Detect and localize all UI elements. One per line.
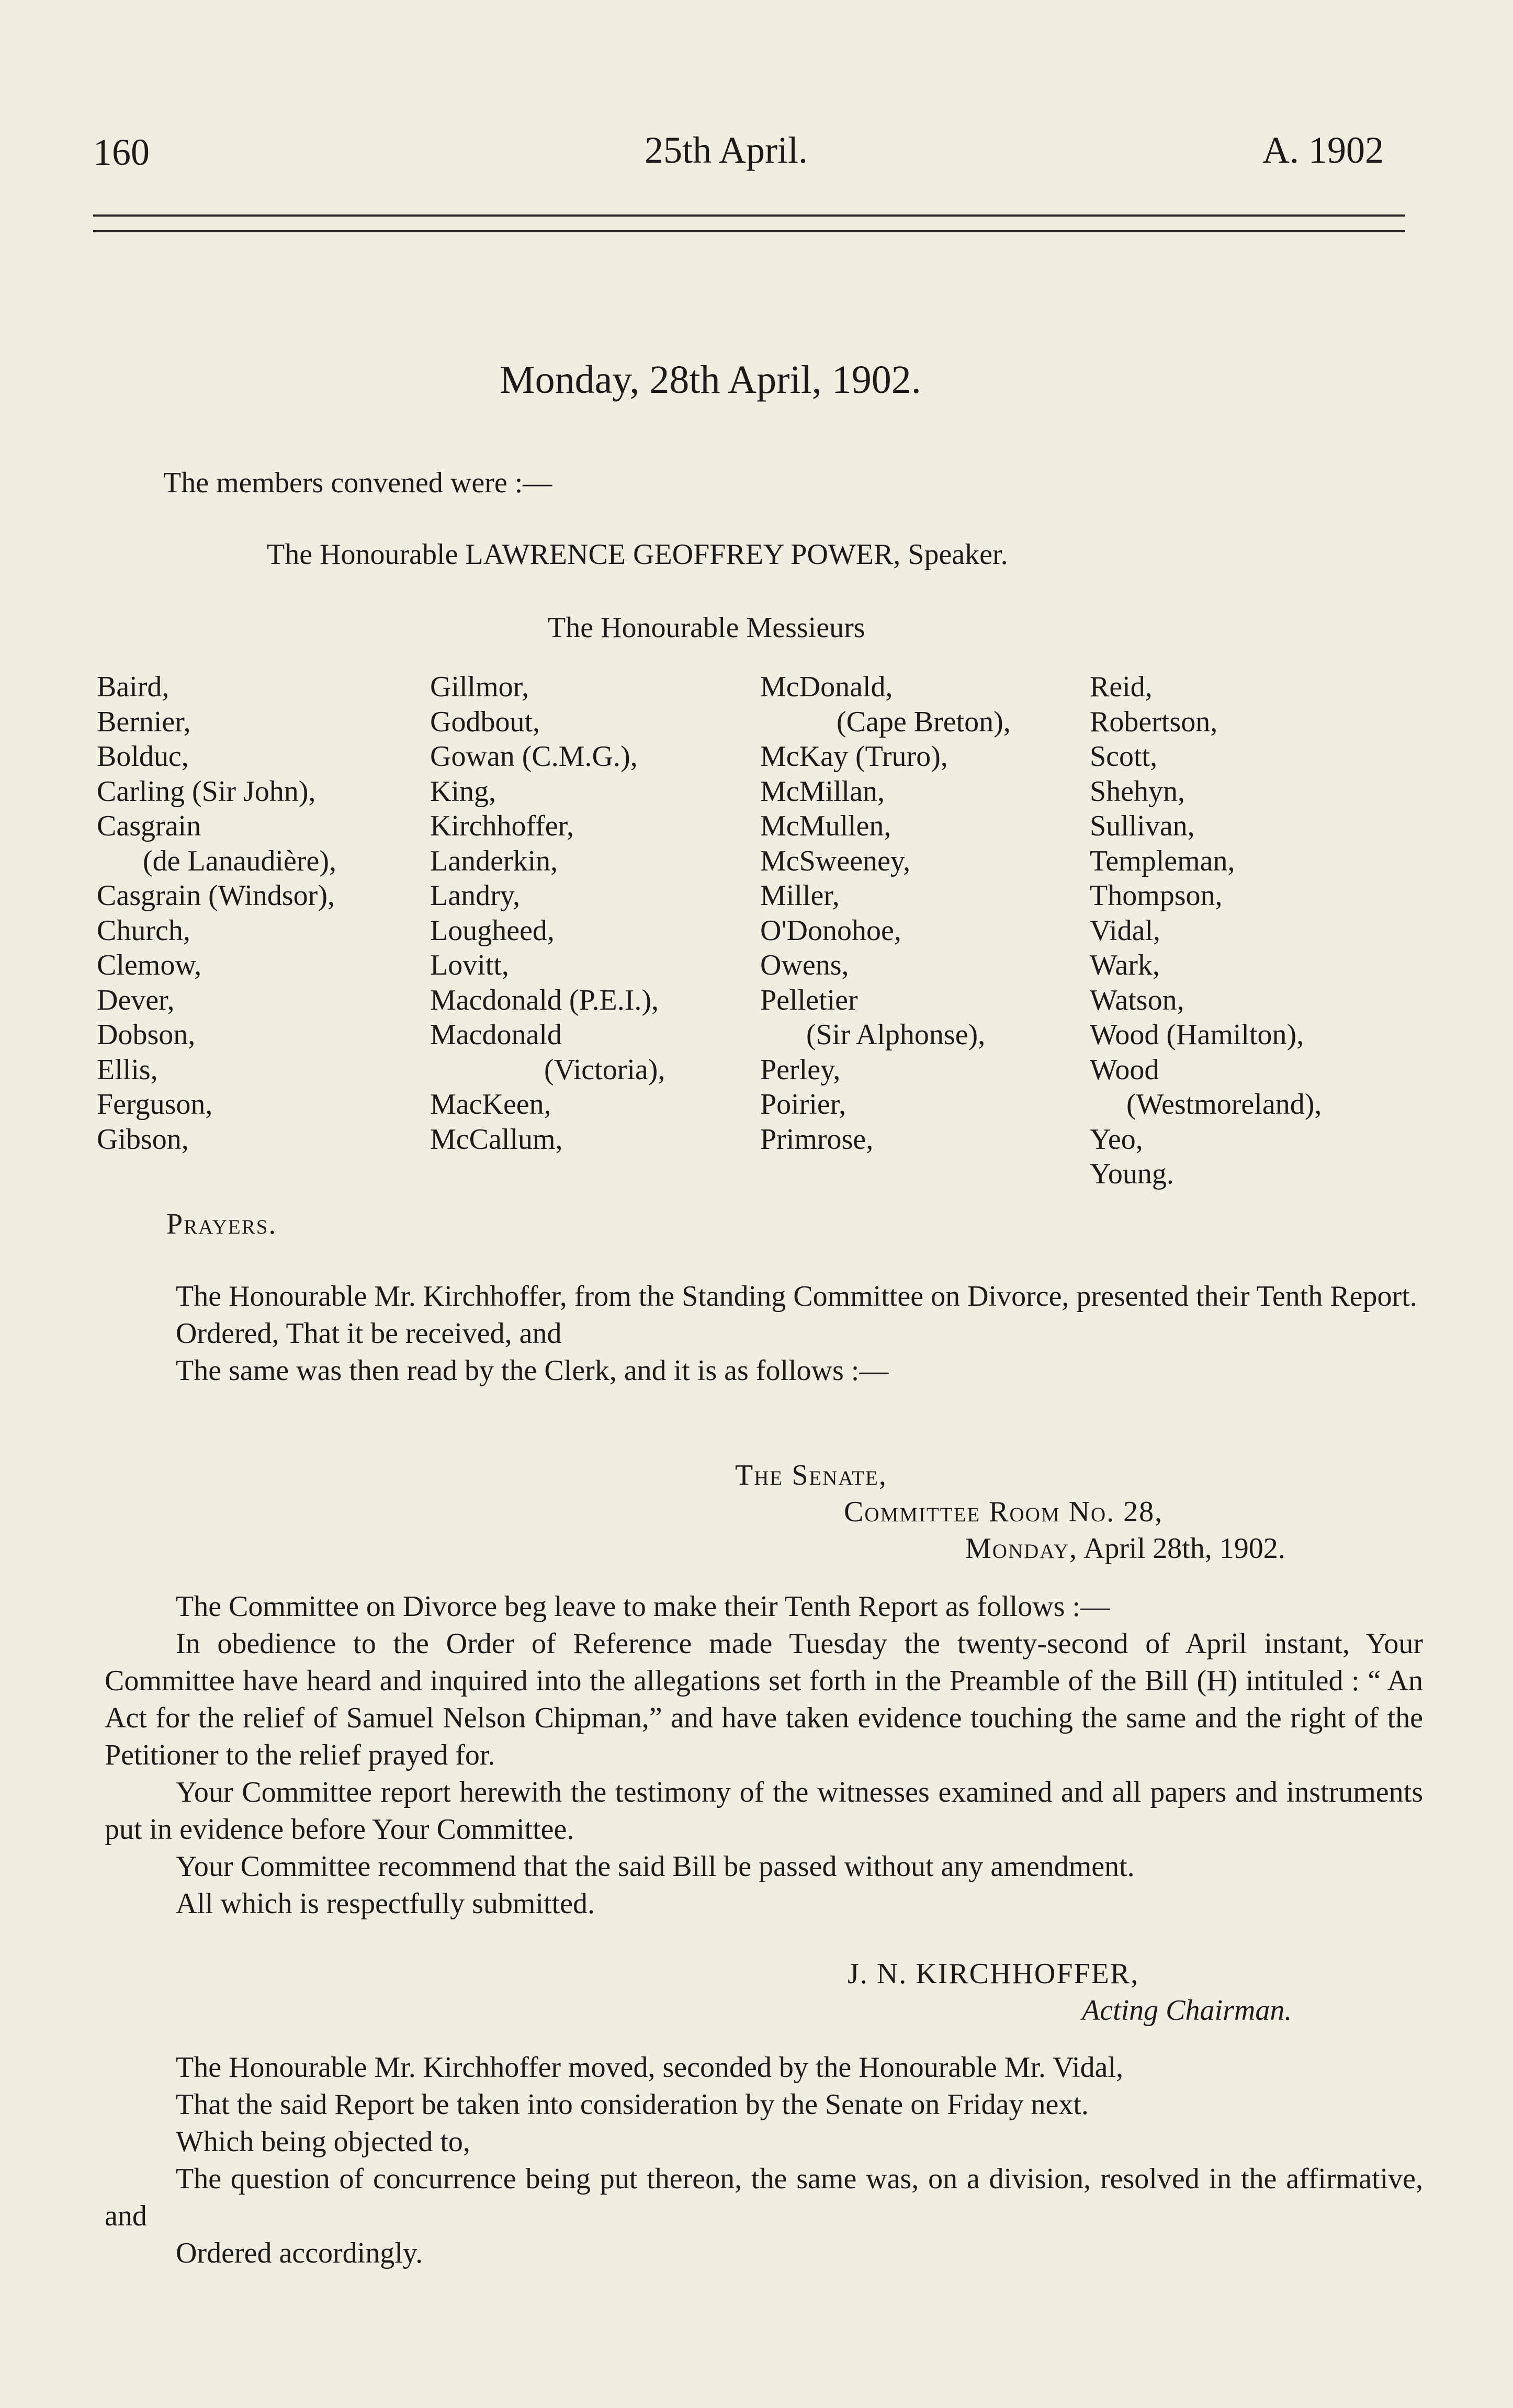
member-name: (Victoria),: [544, 1053, 665, 1086]
member-name: Wood (Hamilton),: [1090, 1019, 1304, 1051]
prayers-heading: Prayers.: [166, 1208, 277, 1240]
members-column-1: [97, 670, 336, 1157]
messieurs-heading: The Honourable Messieurs: [548, 612, 865, 644]
member-name: Dobson,: [97, 1019, 196, 1051]
member-name: King,: [430, 775, 496, 808]
member-name: Ferguson,: [97, 1088, 213, 1121]
member-name: Watson,: [1090, 983, 1184, 1016]
address-day: Monday,: [965, 1532, 1078, 1565]
speaker-line: The Honourable LAWRENCE GEOFFREY POWER, Speaker.: [267, 538, 1008, 571]
ordered-received-paragraph: Ordered, That it be received, and: [176, 1317, 562, 1350]
convened-intro: The members convened were :—: [163, 467, 552, 499]
member-name: McMullen,: [760, 810, 891, 842]
member-name: Dever,: [97, 983, 175, 1016]
member-name: Baird,: [97, 671, 170, 703]
member-name: McMillan,: [760, 775, 885, 808]
recommendation-paragraph: Your Committee recommend that the said Bill be passed without any amendment.: [176, 1850, 1135, 1883]
member-name: Church,: [97, 914, 190, 947]
member-name: Pelletier: [760, 983, 858, 1016]
member-name: Thompson,: [1090, 879, 1223, 912]
members-column-3: [760, 670, 1011, 1157]
motion-concurrence-paragraph: The question of concurrence being put thereon, the same was, on a division, resolved in the affirmative, and: [105, 2163, 1423, 2232]
report-presented-paragraph: The Honourable Mr. Kirchhoffer, from the Standing Committee on Divorce, presented their Tenth Report.: [176, 1280, 1417, 1313]
member-name: Ellis,: [97, 1053, 158, 1086]
member-name: (Westmoreland),: [1126, 1088, 1322, 1121]
member-name: (Sir Alphonse),: [806, 1019, 986, 1051]
member-name: Wood: [1090, 1053, 1159, 1086]
member-name: Clemow,: [97, 949, 202, 981]
read-by-clerk-paragraph: The same was then read by the Clerk, and it is as follows :—: [176, 1354, 889, 1387]
member-name: Reid,: [1090, 671, 1153, 703]
member-name: McKay (Truro),: [760, 740, 948, 773]
member-name: McCallum,: [430, 1123, 563, 1156]
member-name: Macdonald: [430, 1019, 562, 1051]
member-name: Kirchhoffer,: [430, 810, 574, 842]
page-number: 160: [93, 131, 150, 173]
header-year: A. 1902: [1262, 129, 1384, 171]
address-room: Committee Room No. 28,: [844, 1496, 1164, 1528]
member-name: Scott,: [1090, 740, 1158, 773]
member-name: Young.: [1090, 1158, 1174, 1190]
report-body: [105, 1588, 1423, 1923]
member-name: Primrose,: [760, 1123, 874, 1156]
member-name: McSweeney,: [760, 844, 911, 877]
member-name: Gowan (C.M.G.),: [430, 740, 638, 773]
member-name: Lovitt,: [430, 949, 509, 981]
member-name: Godbout,: [430, 705, 540, 738]
member-name: Perley,: [760, 1053, 841, 1086]
header-rule-top: [93, 214, 1405, 217]
member-name: Yeo,: [1090, 1123, 1143, 1156]
member-name: Shehyn,: [1090, 775, 1185, 808]
member-name: Poirier,: [760, 1088, 846, 1121]
sitting-title: Monday, 28th April, 1902.: [500, 358, 921, 402]
signature-name: J. N. KIRCHHOFFER,: [848, 1958, 1139, 1990]
order-of-reference-paragraph: In obedience to the Order of Reference made Tuesday the twenty-second of April instant, Your Committee have heard and inquired into the allegations set forth in the Preamble of the Bill (H) intituled : “ An Act for the relief of Samuel Nelson Chipman,” and have taken evidence touching the same and the right of the Petitioner to the relief prayed for.: [105, 1627, 1423, 1771]
submitted-paragraph: All which is respectfully submitted.: [176, 1887, 595, 1920]
member-name: O'Donohoe,: [760, 914, 901, 947]
member-name: Bolduc,: [97, 740, 189, 773]
member-name: Robertson,: [1090, 705, 1218, 738]
member-name: Vidal,: [1090, 914, 1161, 947]
member-name: Miller,: [760, 879, 840, 912]
member-name: (de Lanaudière),: [143, 844, 336, 877]
motion-consideration-paragraph: That the said Report be taken into consideration by the Senate on Friday next.: [176, 2088, 1089, 2121]
member-name: Macdonald (P.E.I.),: [430, 983, 659, 1016]
member-name: Gibson,: [97, 1123, 189, 1156]
address-date-line: [965, 1530, 1285, 1567]
member-name: Lougheed,: [430, 914, 555, 947]
member-name: Owens,: [760, 949, 849, 981]
member-name: Sullivan,: [1090, 810, 1195, 842]
member-name: Casgrain: [97, 810, 201, 842]
header-rule-bottom: [93, 230, 1405, 232]
member-name: Wark,: [1090, 949, 1160, 981]
member-name: Templeman,: [1090, 844, 1235, 877]
member-name: MacKeen,: [430, 1088, 551, 1121]
member-name: Landry,: [430, 879, 521, 912]
members-column-2: [430, 670, 665, 1157]
member-name: (Cape Breton),: [837, 705, 1011, 738]
member-name: Landerkin,: [430, 844, 558, 877]
member-name: McDonald,: [760, 671, 893, 703]
address-senate: The Senate,: [735, 1459, 887, 1491]
motion-section: [105, 2049, 1423, 2272]
signature-title: Acting Chairman.: [1082, 1994, 1292, 2027]
members-column-4: [1090, 670, 1322, 1192]
address-date: April 28th, 1902.: [1083, 1532, 1285, 1565]
motion-objected-paragraph: Which being objected to,: [176, 2126, 470, 2158]
motion-moved-paragraph: The Honourable Mr. Kirchhoffer moved, seconded by the Honourable Mr. Vidal,: [176, 2051, 1124, 2084]
testimony-paragraph: Your Committee report herewith the testimony of the witnesses examined and all papers and instruments put in evidence before Your Committee.: [105, 1776, 1423, 1846]
report-opening-paragraph: The Committee on Divorce beg leave to make their Tenth Report as follows :—: [176, 1590, 1110, 1623]
motion-ordered-paragraph: Ordered accordingly.: [176, 2237, 423, 2269]
member-name: Gillmor,: [430, 671, 529, 703]
report-introduction: [105, 1278, 1423, 1389]
member-name: Bernier,: [97, 705, 191, 738]
header-date: 25th April.: [645, 129, 808, 171]
member-name: Carling (Sir John),: [97, 775, 316, 808]
member-name: Casgrain (Windsor),: [97, 879, 335, 912]
